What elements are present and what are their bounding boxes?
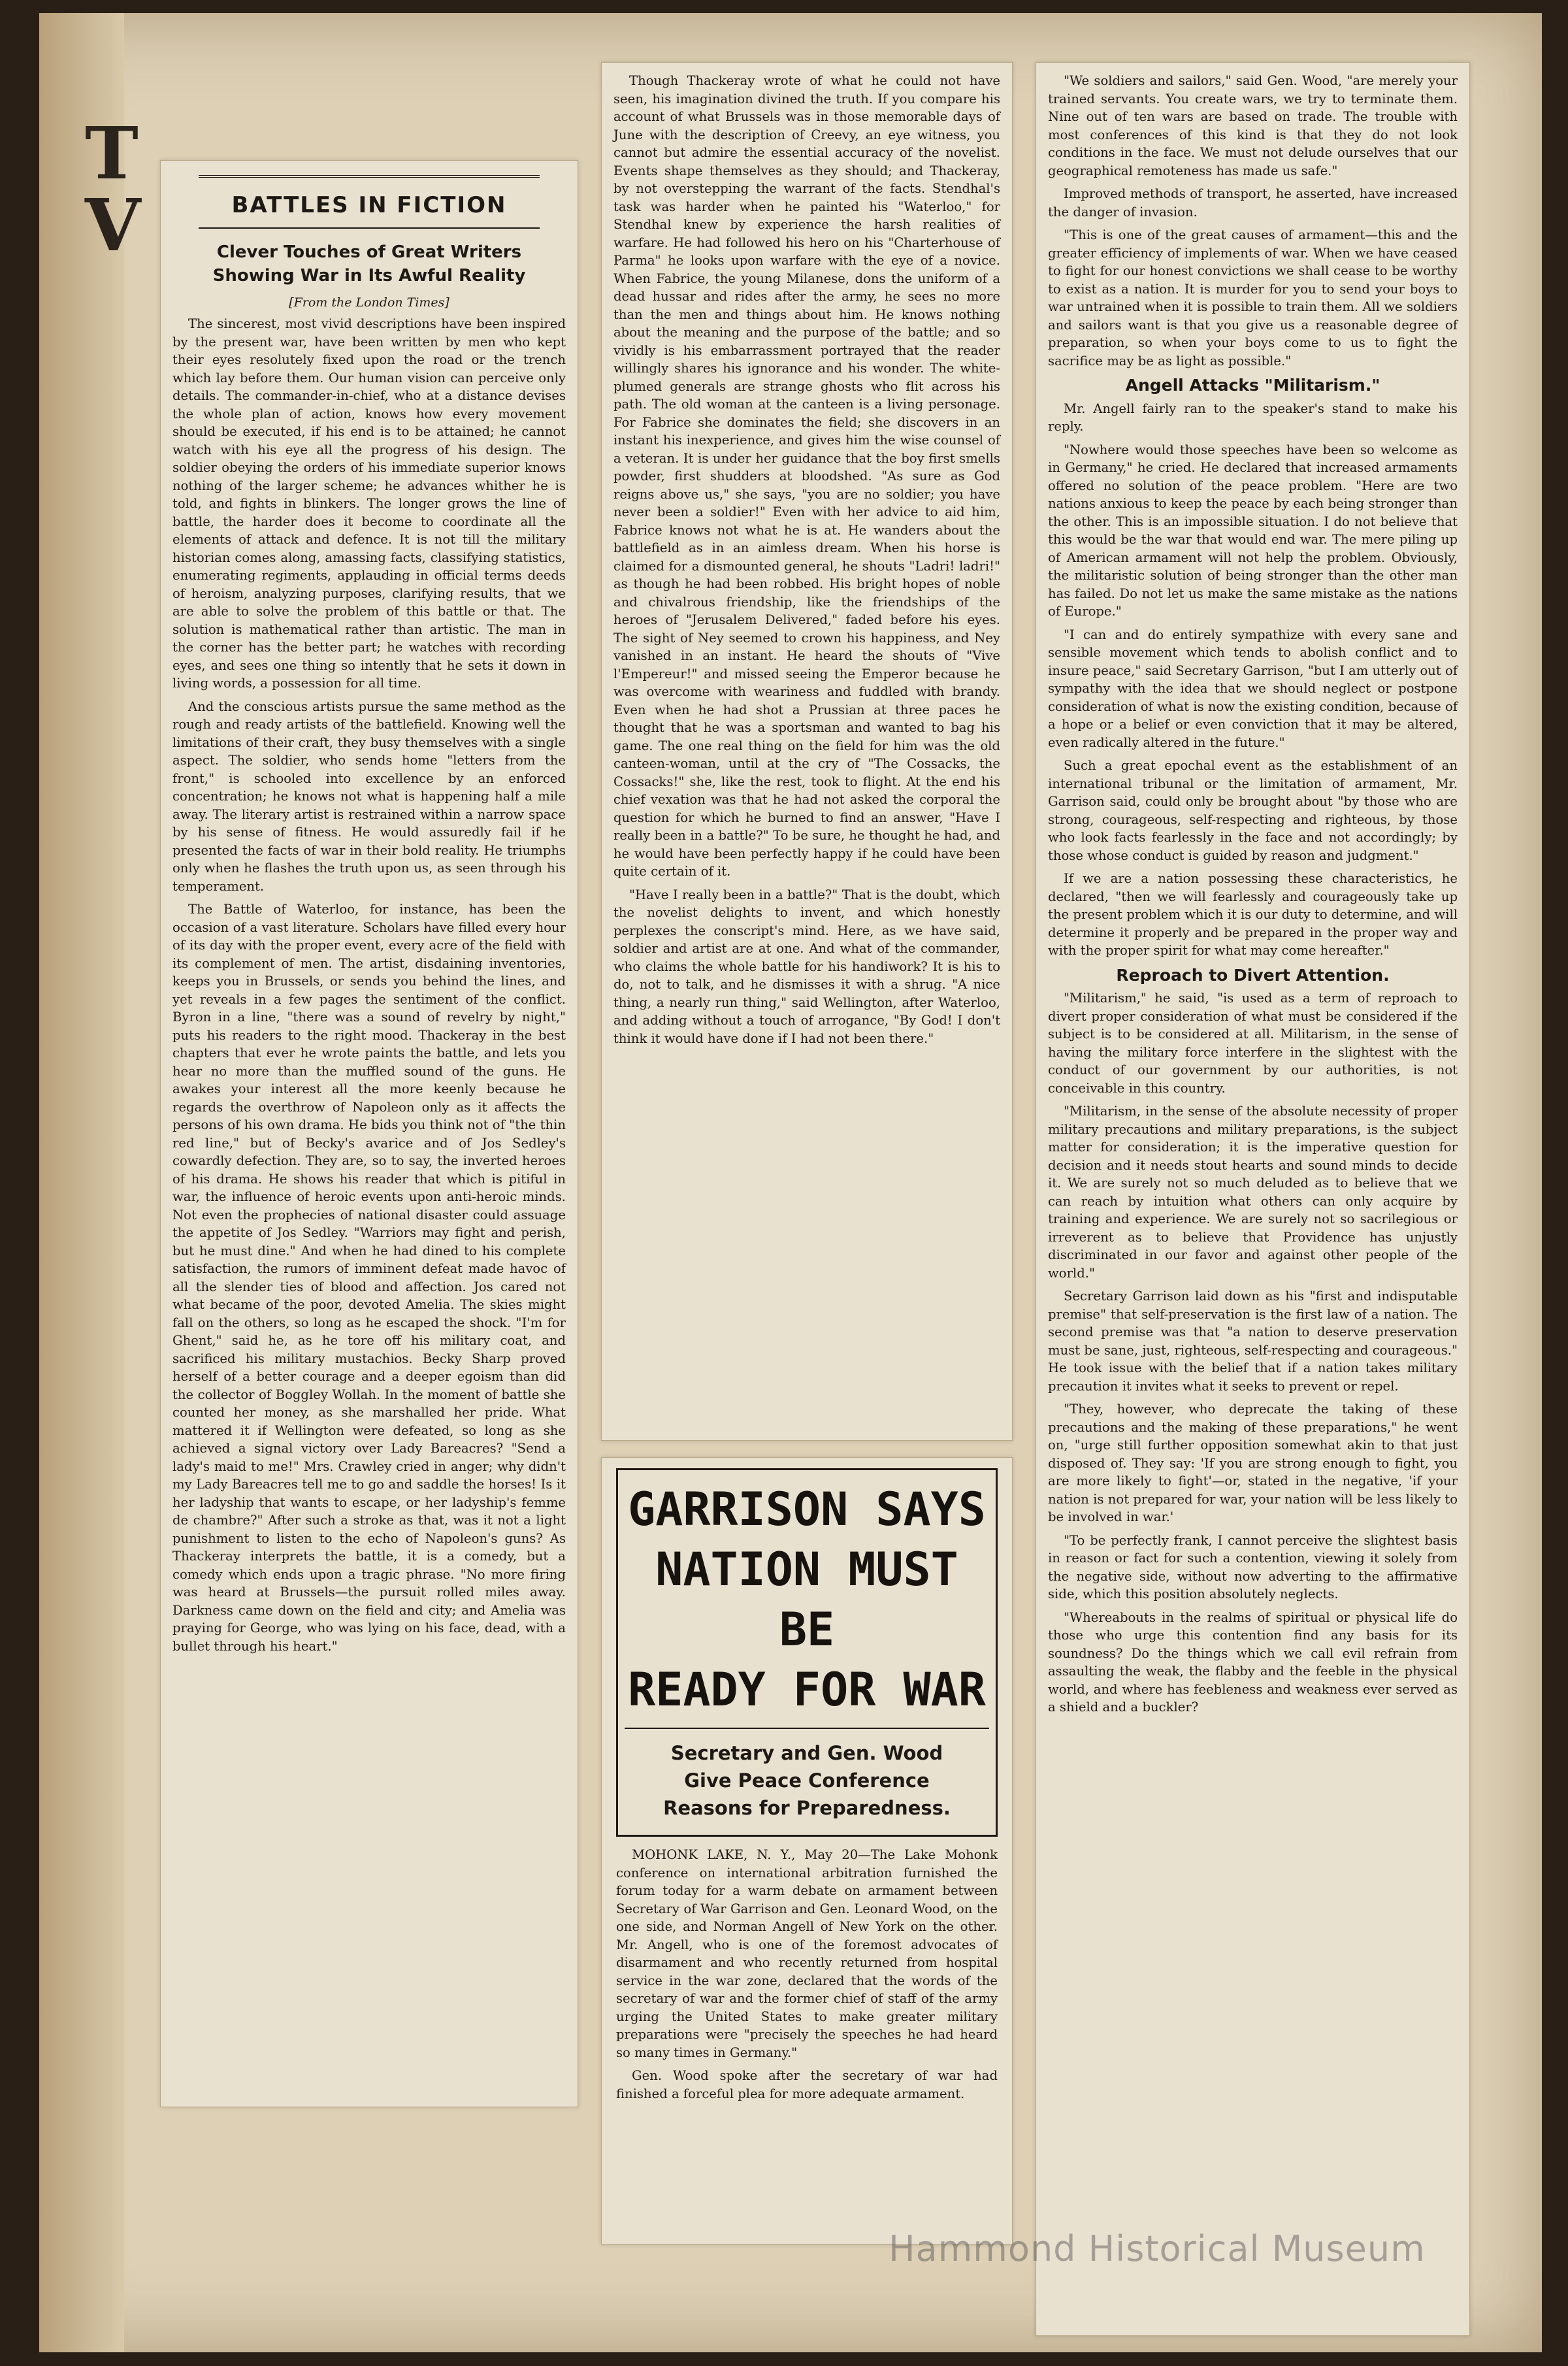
watermark: Hammond Historical Museum	[889, 2228, 1426, 2269]
article-body	[616, 1846, 998, 2103]
paragraph: And the conscious artists pursue the same method as the rough and ready artists of the battlefield. Knowing well the limitations of their craft, they busy themselves with a single aspect. The soldier, who sends home "letters from the front," is schooled into excellence by an enforced concentration; he knows not what is happening half a mile away. The literary artist is restrained within a narrow space by his sense of fitness. He would assuredly fail if he presented the facts of war in their bold reality. He triumphs only when he flashes the truth upon us, as seen through his temperament.	[172, 698, 566, 894]
edge-letter: T	[85, 111, 139, 195]
clipping-battles-continued	[601, 62, 1013, 1441]
paragraph: "Militarism," he said, "is used as a term of reproach to divert proper consideration of what must be considered if the subject is to be considered at all. Militarism, in the sense of having the military force interfere in the slightest with the conduct of our government by our authorities, is not conceivable in this country.	[1048, 991, 1458, 1096]
paragraph: "Have I really been in a battle?" That is the doubt, which the novelist delights to invent, and which honestly perplexes the conscript's mind. Here, as we have said, soldier and artist are at one. And what of the commander, who claims the whole battle for his handiwork? It is his to do, not to talk, and he dismisses it with a shrug. "A nice thing, a nearly run thing," said Wellington, after Waterloo, and adding without a touch of arrogance, "By God! I don't think it would have done if I had not been there."	[613, 887, 1000, 1046]
clipping-battles-in-fiction	[160, 160, 578, 2107]
headline-box	[616, 1468, 998, 1837]
paragraph: The Battle of Waterloo, for instance, has been the occasion of a vast literature. Scholars have filled every hour of its day with the proper event, every acre of the field with its complement of men. The artist, disdaining inventories, keeps you in Brussels, or sends you behind the lines, and yet reveals in a few pages the sentiment of the conflict. Byron in a line, "there was a sound of revelry by night," puts his readers to the right mood. Thackeray in the best chapters that ever he wrote paints the battle, and lets you hear no more than the muffled sound of the guns. He awakes your interest all the more keenly because he regards the overthrow of Napoleon only as it affects the persons of his own drama. He bids you think not of "the thin red line," but of Becky's avarice and of Jos Sedley's cowardly defection. They are, so to say, the inverted heroes of his drama. He shows his reader that which is pitiful in war, the influence of heroic events upon anti-heroic minds. Not even the prophecies of national disaster could assuage the appetite of Jos Sedley. "Warriors may fight and perish, but he must dine." And when he had dined to his complete satisfaction, the rumors of imminent defeat made havoc of all the slender ties of blood and affection. Jos cared not what became of the poor, devoted Amelia. The skies might fall on the others, so long as he escaped the shock. "I'm for Ghent," said he, as he tore off his military coat, and sacrificed his military mustachios. Becky Sharp proved herself of a better courage and a deeper egoism than did the collector of Boggley Wollah. In the moment of battle she counted her money, as she marshalled her pride. What mattered it if Wellington were defeated, so long as she achieved a signal victory over Lady Bareacres? "Send a lady's maid to me!" Mrs. Crawley cried in anger; why didn't my Lady Bareacres tell me to go and saddle the horses! Is it her ladyship that wants to escape, or her ladyship's femme de chambre?" After such a stroke as that, was it not a light punishment to listen to the echo of Napoleon's guns? As Thackeray interprets the battle, it is a comedy, but a comedy which ends upon a tragic phrase. "No more firing was heard at Brussels—the pursuit rolled miles away. Darkness came down on the field and city; and Amelia was praying for George, who was lying on his face, dead, with a bullet through his heart."	[172, 902, 566, 1654]
article-deck: Secretary and Gen. Wood Give Peace Conference Reasons for Preparedness.	[663, 1742, 951, 1819]
paragraph: "They, however, who deprecate the taking of these precautions and the making of these preparations," he went on, "urge still further opposition somewhat akin to that just disposed of. They say: 'If you are strong enough to fight, you are more likely to fight'—or, stated in the negative, 'if your nation is not prepared for war, your nation will be less likely to be involved in war.'	[1048, 1402, 1458, 1524]
paragraph: Mr. Angell fairly ran to the speaker's stand to make his reply.	[1048, 401, 1458, 434]
scrapbook-page	[39, 13, 1542, 2352]
edge-letter: V	[85, 183, 141, 267]
paragraph: "Whereabouts in the realms of spiritual or physical life do those who urge this contention find any basis for its soundness? Do the things which we call evil refrain from assaulting the weak, the flabby and the feeble in the physical world, and where has feebleness and weakness ever served as a shield and a buckler?	[1048, 1609, 1458, 1715]
source-credit: [From the London Times]	[289, 295, 449, 310]
paragraph: "Militarism, in the sense of the absolute necessity of proper military precautions and military preparations, is the subject matter for consideration; it is the imperative question for decision and it needs stout hearts and sound minds to decide it. We are surely not so much deluded as to believe that we can reach by intuition what others can only acquire by training and experience. We are surely not so sacrilegious or irreverent as to believe that Providence has unjustly discriminated in our favor and against other people of the world."	[1048, 1104, 1458, 1281]
paragraph: Though Thackeray wrote of what he could not have seen, his imagination divined the truth. If you compare his account of what Brussels was in those memorable days of June with the description of Creevy, an eye witness, you cannot but admire the essential accuracy of the novelist. Events shape themselves as they should; and Thackeray, by not overstepping the warrant of the facts. Stendhal's task was harder when he painted his "Waterloo," for Stendhal knew by experience the harsh realities of warfare. He had followed his hero on his "Charterhouse of Parma" he looks upon warfare with the eye of a novice. When Fabrice, the young Milanese, dons the uniform of a dead hussar and rides after the army, he sees no more than the men and things about him. He knows nothing about the meaning and the purpose of the battle; and so vividly is his embarrassment portrayed that the reader willingly shares his ignorance and his wonder. The white-plumed generals are strange ghosts who flit across his path. The old woman at the canteen is a living personage. For Fabrice she dominates the field; she discovers in an instant his inexperience, and gives him the wise counsel of a veteran. It is under her guidance that the boy first smells powder, first shudders at bloodshed. "As sure as God reigns above us," she says, "you are no soldier; you have never been a soldier!" Even with her advice to aid him, Fabrice knows not what he is at. He wanders about the battlefield as in an aimless dream. When his horse is claimed for a dismounted general, he shouts "Ladri! ladri!" as though he had been robbed. His bright hopes of noble and chivalrous friendship, like the friendships of the heroes of "Jerusalem Delivered," faded before his eyes. The sight of Ney seemed to crown his happiness, and Ney vanished in an instant. He heard the shouts of "Vive l'Empereur!" and missed seeing the Emperor because he was overcome with weariness and fuddled with brandy. Even when he had shot a Prussian at three paces he thought that he was a sportsman and wanted to bag his game. The one real thing on the field for him was the old canteen-woman, until at the cry of "The Cossacks, the Cossacks!" she, like the rest, took to flight. At the end his chief vexation was that he had not asked the corporal the question for which he burned to find an answer, "Have I really been in a battle?" To be sure, he thought he had, and he would have been perfectly happy if he could have been quite certain of it.	[613, 73, 1000, 879]
adjacent-page-edge	[39, 13, 141, 2352]
article-deck: Clever Touches of Great Writers Showing War in Its Awful Reality	[212, 242, 526, 286]
paragraph: Improved methods of transport, he asserted, have increased the danger of invasion.	[1048, 186, 1458, 220]
headline-line: GARRISON SAYS	[628, 1483, 986, 1536]
paragraph: Gen. Wood spoke after the secretary of war had finished a forceful plea for more adequate armament.	[616, 2068, 998, 2101]
paragraph: "I can and do entirely sympathize with every sane and sensible movement which tends to abolish conflict and to insure peace," said Secretary Garrison, "but I am utterly out of sympathy with the idea that we should neglect or postpone consideration of what is now the existing condition, because of a hope or a belief or even conviction that it may be altered, even radically altered in the future."	[1048, 627, 1458, 750]
headline-line: NATION MUST BE	[655, 1543, 958, 1656]
article-title: BATTLES IN FICTION	[231, 192, 507, 218]
paragraph: "We soldiers and sailors," said Gen. Wood, "are merely your trained servants. You create wars, we try to terminate them. Nine out of ten wars are based on trade. The trouble with most conferences of this kind is that they do not look conditions in the face. We must not delude ourselves that our geographical remoteness has made us safe."	[1048, 73, 1458, 178]
paragraph: The sincerest, most vivid descriptions have been inspired by the present war, have been written by men who kept their eyes resolutely fixed upon the road or the trench which lay before them. Our human vision can perceive only details. The commander-in-chief, who at a distance devises the whole plan of action, knows how every movement should be executed, if his end is to be attained; he cannot watch with his eye all the progress of his design. The soldier obeying the orders of his immediate superior knows nothing of the larger scheme; he advances whither he is told, and fights in blinkers. The longer grows the line of battle, the harder does it become to coordinate all the elements of attack and defence. It is not till the military historian comes along, amassing facts, classifying statistics, enumerating regiments, applauding in official terms deeds of heroism, analyzing purposes, clarifying results, that we are able to solve the problem of this battle or that. The solution is mathematical rather than artistic. The man in the corner has the better part; he watches with recording eyes, and sees one thing so intently that he sets it down in living words, a possession for all time.	[172, 316, 566, 691]
clipping-garrison-continued	[1036, 62, 1470, 2336]
paragraph: "This is one of the great causes of armament—this and the greater efficiency of implements of war. When we have ceased to fight for our honest convictions we shall cease to be worthy to exist as a nation. It is murder for you to send your boys to war untrained when it is possible to train them. All we soldiers and sailors want is that you give us a reasonable degree of preparation, so when your boys come to us to fight the sacrifice may be as light as possible."	[1048, 227, 1458, 369]
paragraph: MOHONK LAKE, N. Y., May 20—The Lake Mohonk conference on international arbitration furnished the forum today for a warm debate on armament between Secretary of War Garrison and Gen. Leonard Wood, on the one side, and Norman Angell of New York on the other. Mr. Angell, who is one of the foremost advocates of disarmament and who recently returned from hospital service in the war zone, declared that the words of the secretary of war and the former chief of staff of the army urging the United States to make greater military preparations were "precisely the speeches he had heard so many times in Germany."	[616, 1847, 998, 2060]
section-subhead: Angell Attacks "Militarism."	[1125, 376, 1380, 395]
article-body	[1048, 72, 1458, 1717]
paragraph: "Nowhere would those speeches have been so welcome as in Germany," he cried. He declared that increased armaments offered no solution of the peace problem. "Here are two nations anxious to keep the peace by each being stronger than the other. This is an impossible situation. I do not believe that this would be the war that would end war. The mere piling up of American armament will not help the problem. Obviously, the militaristic solution of being stronger than the other man has failed. Do not let us make the same mistake as the nations of Europe."	[1048, 442, 1458, 619]
paragraph: "To be perfectly frank, I cannot perceive the slightest basis in reason or fact for such a contention, viewing it solely from the negative side, without now adverting to the affirmative side, which this position absolutely neglects.	[1048, 1532, 1458, 1602]
paragraph: If we are a nation possessing these characteristics, he declared, "then we will fearlessly and courageously take up the present problem which it is our duty to determine, and will determine it properly and be prepared in the proper way and with the proper spirit for what may come hereafter."	[1048, 871, 1458, 958]
article-body	[613, 72, 1000, 1047]
section-subhead: Reproach to Divert Attention.	[1116, 965, 1390, 985]
article-body	[172, 315, 566, 1655]
headline-rule-box	[199, 175, 540, 229]
paragraph: Such a great epochal event as the establishment of an international tribunal or the limitation of armament, Mr. Garrison said, could only be brought about "by those who are strong, courageous, self-respecting and righteous, by those who look facts fearlessly in the face and not accordingly; by those whose conduct is guided by reason and judgment."	[1048, 758, 1458, 863]
headline-line: READY FOR WAR	[628, 1663, 986, 1717]
clipping-garrison-article	[601, 1457, 1013, 2244]
paragraph: Secretary Garrison laid down as his "first and indisputable premise" that self-preservation is the first law of a nation. The second premise was that "a nation to deserve preservation must be sane, just, righteous, self-respecting and courageous." He took issue with the belief that if a nation takes military precaution it invites what it seeks to prevent or repel.	[1048, 1289, 1458, 1394]
divider	[625, 1728, 989, 1729]
